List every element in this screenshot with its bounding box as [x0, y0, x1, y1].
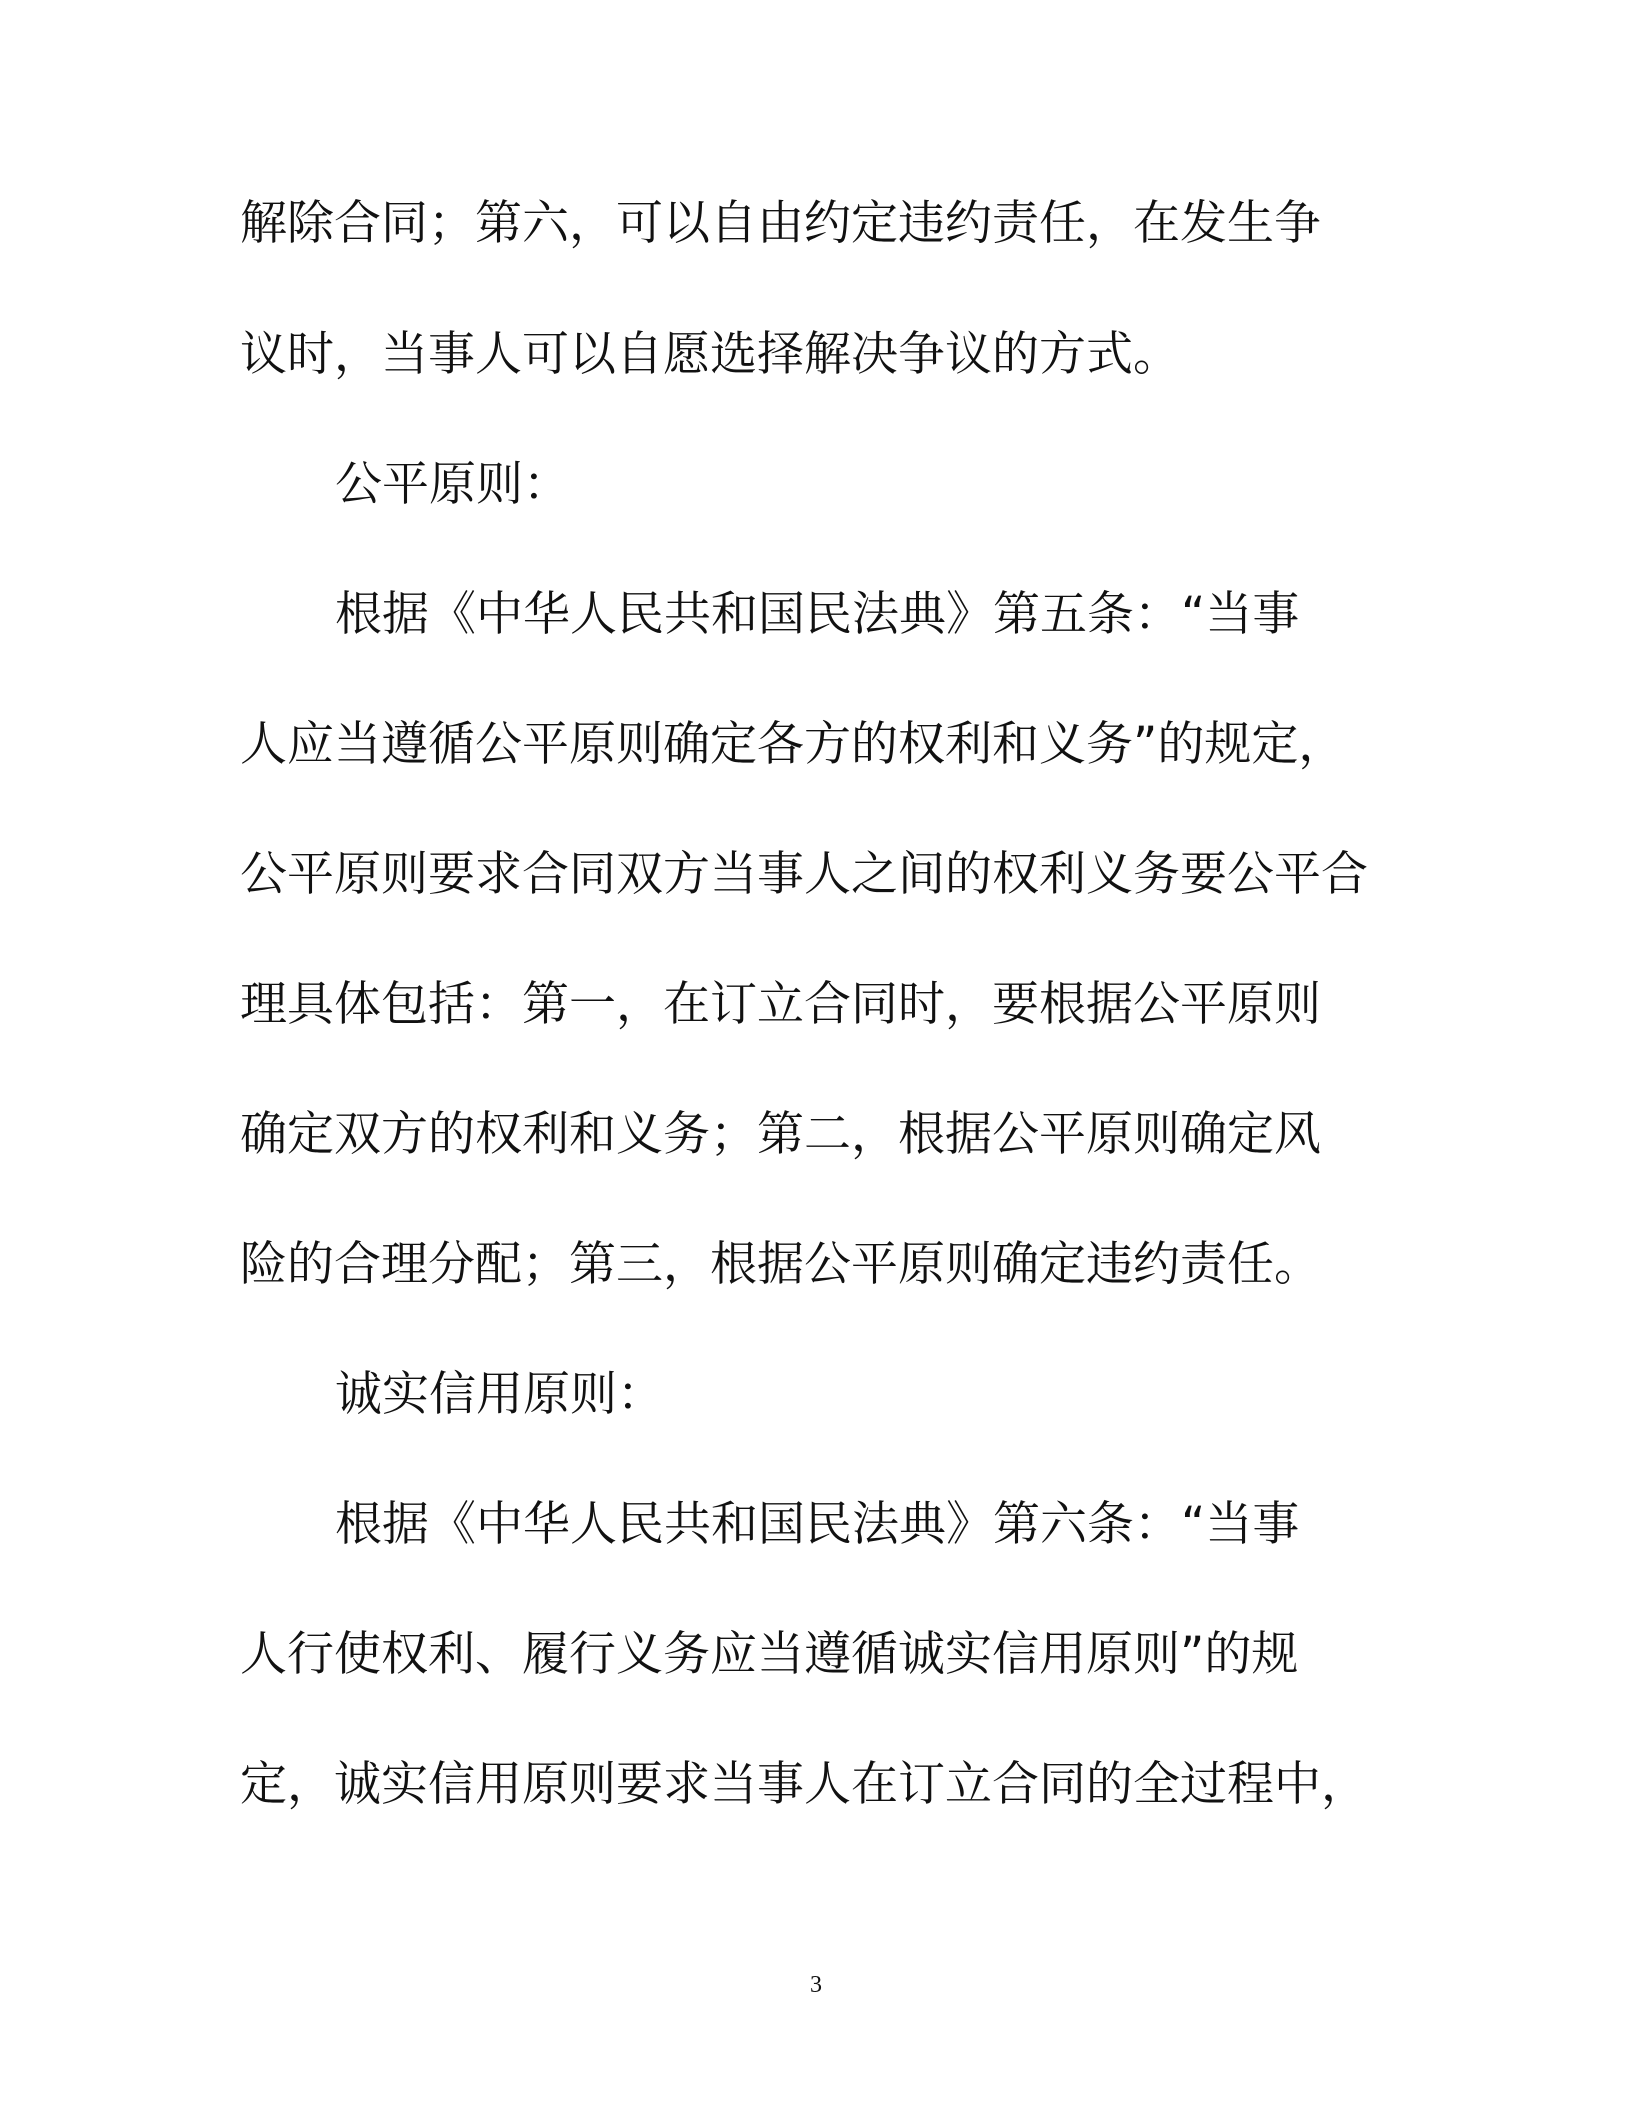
body-text-line: 根据《中华人民共和国民法典》第六条：“当事 — [335, 1497, 1300, 1552]
body-text-line: 理具体包括：第一，在订立合同时，要根据公平原则 — [240, 977, 1321, 1032]
body-text-line: 解除合同；第六，可以自由约定违约责任，在发生争 — [240, 196, 1321, 251]
body-text-line: 人应当遵循公平原则确定各方的权利和义务”的规定， — [240, 717, 1346, 772]
section-heading-fairness: 公平原则： — [335, 457, 570, 512]
body-text-line: 议时，当事人可以自愿选择解决争议的方式。 — [240, 327, 1180, 382]
body-text-line: 公平原则要求合同双方当事人之间的权利义务要公平合 — [240, 847, 1368, 902]
body-text-line: 根据《中华人民共和国民法典》第五条：“当事 — [335, 587, 1300, 642]
body-text-line: 定，诚实信用原则要求当事人在订立合同的全过程中， — [240, 1757, 1368, 1812]
section-heading-good-faith: 诚实信用原则： — [335, 1367, 664, 1422]
body-text-line: 确定双方的权利和义务；第二，根据公平原则确定风 — [240, 1107, 1321, 1162]
body-text-line: 人行使权利、履行义务应当遵循诚实信用原则”的规 — [240, 1627, 1299, 1682]
page-number: 3 — [810, 1972, 822, 1998]
body-text-line: 险的合理分配；第三，根据公平原则确定违约责任。 — [240, 1237, 1321, 1292]
